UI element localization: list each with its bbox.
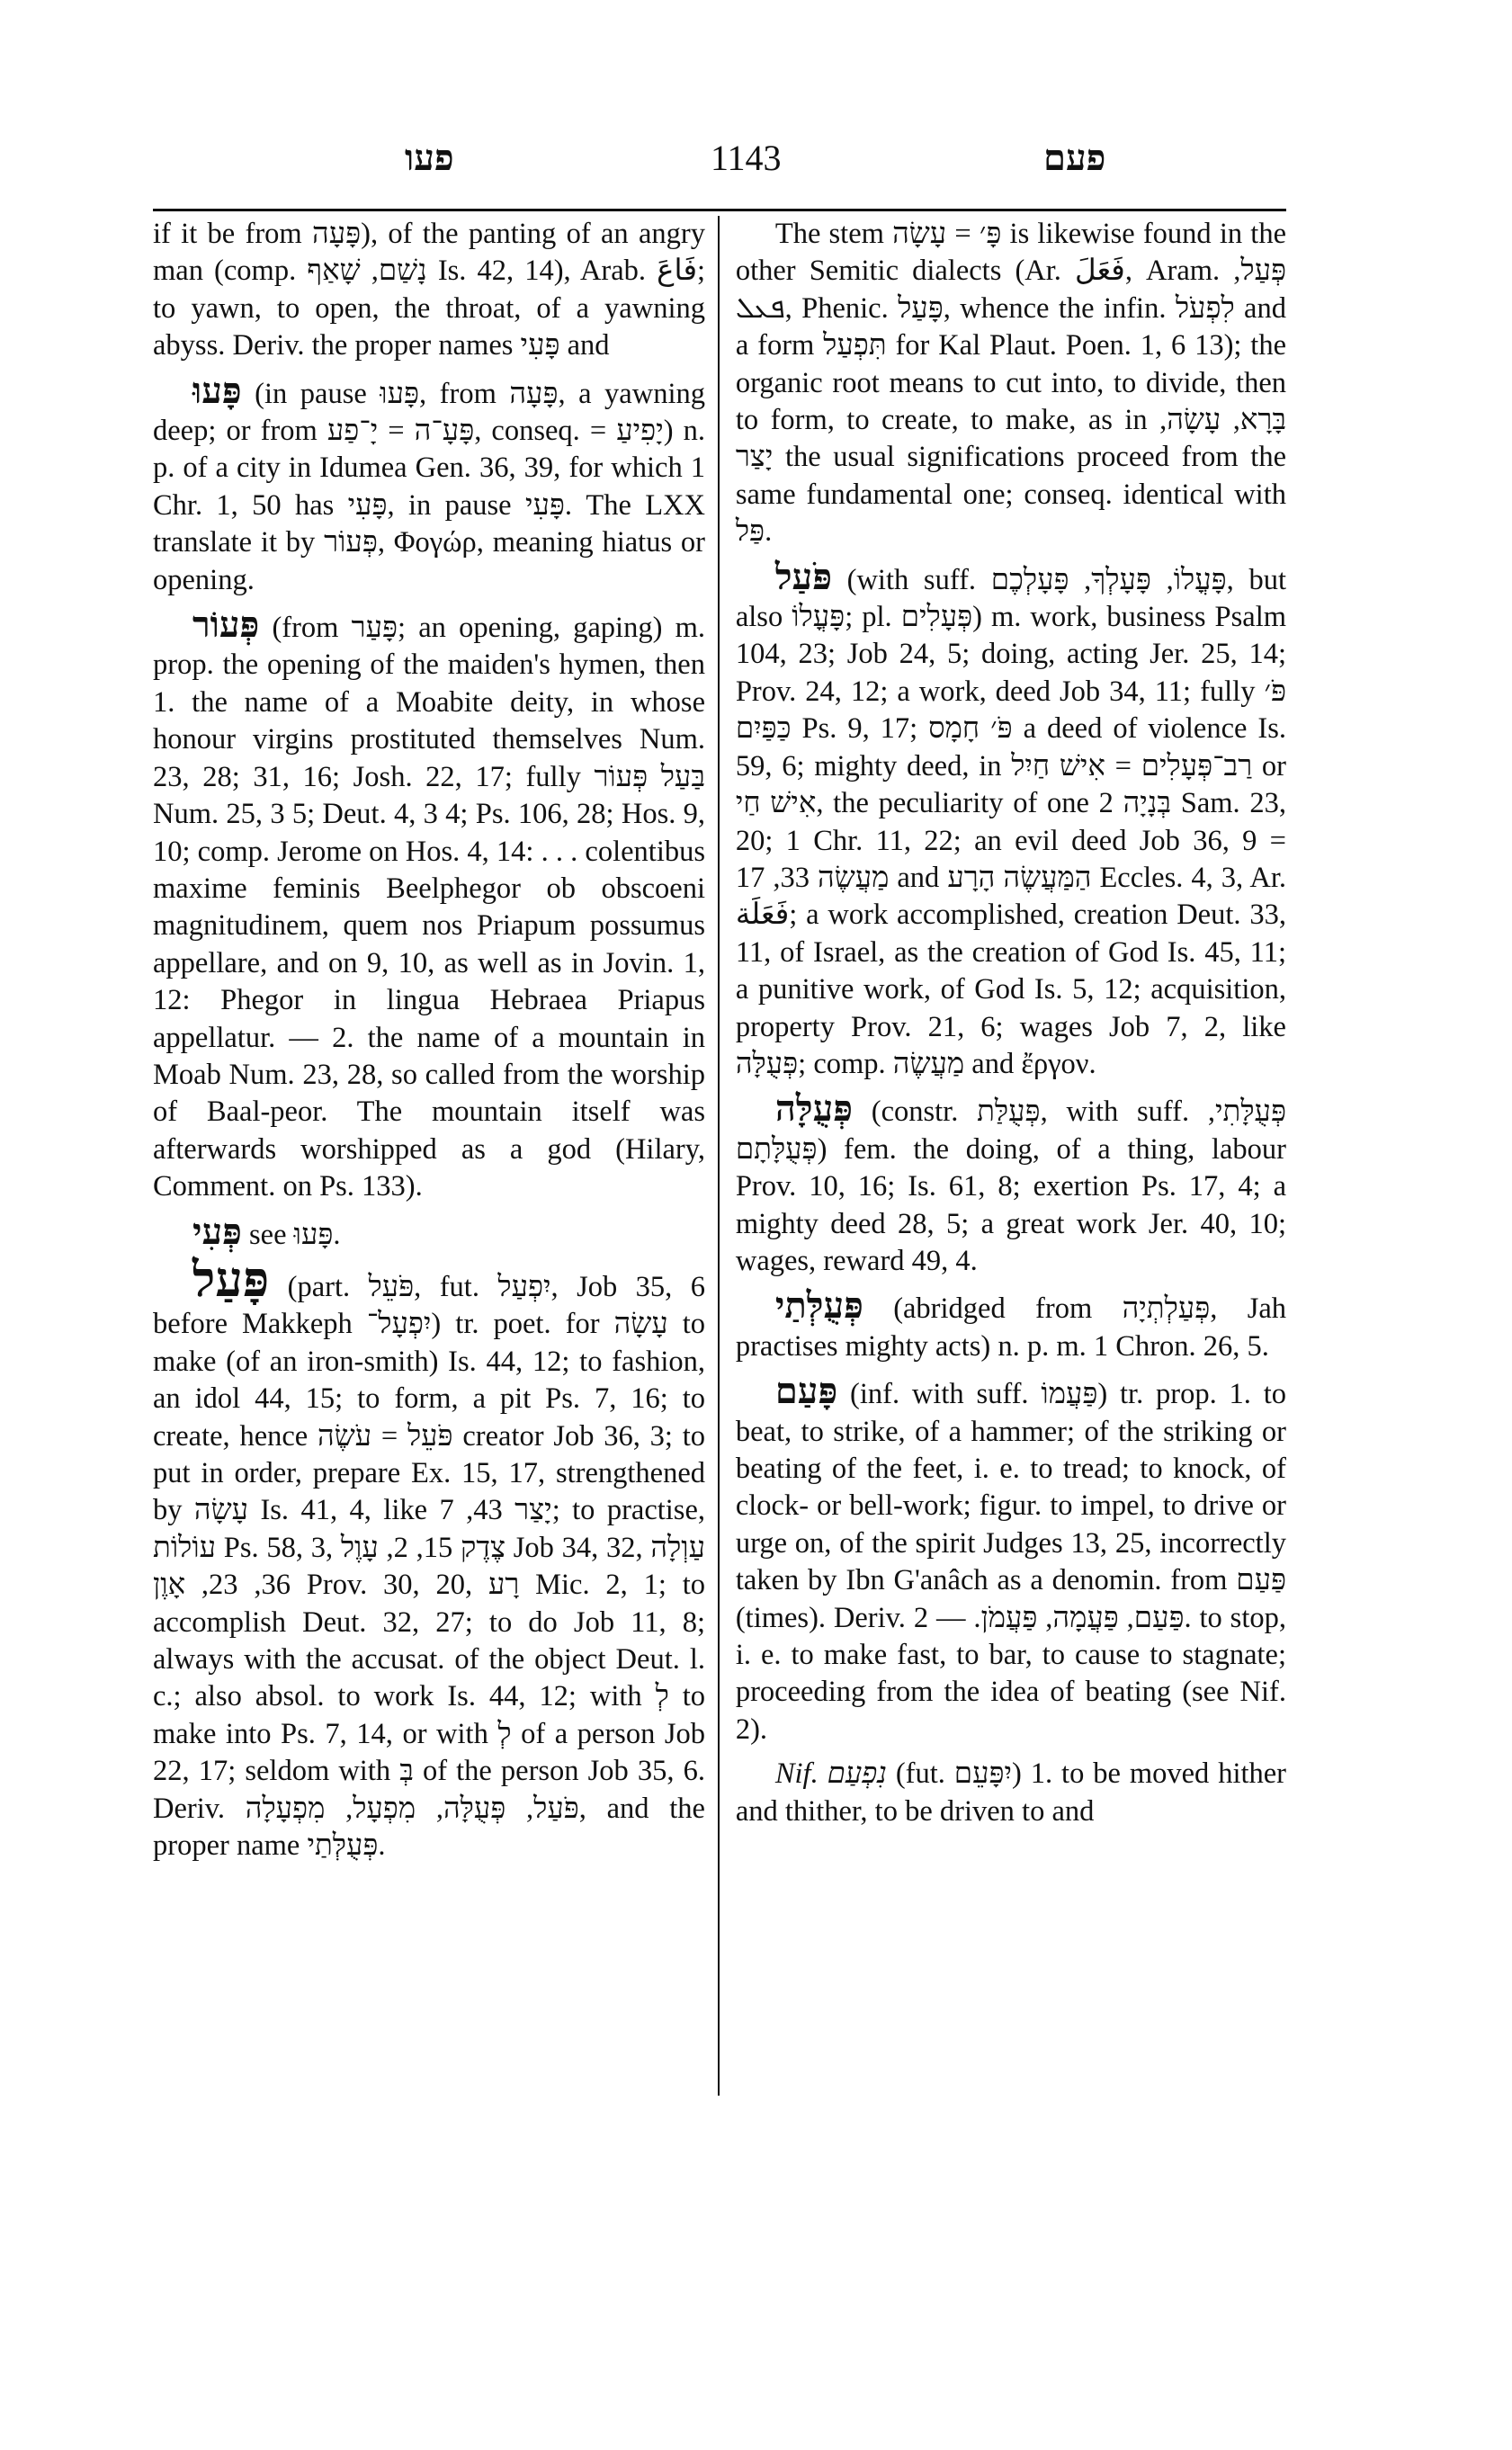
entry-pei [153,1210,705,1254]
entry-text: (abridged from פְּעַלְתְיָה, Jah practises mighty acts) n. p. m. 1 Chron. 26, 5. [735,1292,1287,1363]
entry-peullah [735,1087,1286,1280]
stem-label: Nif. נִפְעַם [774,1757,887,1791]
left-column [153,216,718,2096]
entry-text: The stem פָּ׳ = עָשָׂה is likewise found in the other Semitic dialects (Ar. فَعَلَ, Aram. פְּעַל, ܦܥܠ, Phenic. פָּעַל, whence the infin. לִפְעֹל and a form תִּפְעַל for Kal Plaut. Poen. 1, 6 13); the organic root means to cut into, to divide, then to form, to create, to make, as in בָּרָא, עָשָׂה, יָצַר the usual significations proceed from the same fundamental one; conseq. identical with פַּל. [735,218,1287,549]
headword: פָּעוּ [192,369,242,412]
headword: פְּעֻלָּה [774,1087,853,1131]
headword: פָּעַם [774,1370,838,1413]
left-catchword: פעו [405,137,454,179]
entry-text: if it be from פָּעָה), of the panting of an angry man (comp. נָשַׁם, שָׁאַף Is. 42, 14), Arab. فَاعَ; to yawn, to open, the throat, of a yawning abyss. Deriv. the proper names פָּעִי and [153,218,706,362]
headword: פָּעַל [192,1249,270,1308]
entry-pau [153,369,705,599]
entry-stem-note [736,216,1286,551]
entry-peor [153,606,705,1206]
right-catchword: פעם [1043,137,1106,179]
entry-niphal [736,1756,1286,1830]
entry-text: (in pause פָּעוּ, from פָּעָה, a yawning deep; or from פָּעָ־ה = יָ־פַע, conseq. = יָפִיעַ) n. p. of a city in Idumea Gen. 36, 39, for which 1 Chr. 1, 50 has פָּעִי, in pause פָּעִי. The LXX translate it by פְּעוֹר, Φογώρ, meaning hiatus or opening. [153,377,705,596]
two-column-body [153,216,1286,2096]
entry-paam [735,1370,1286,1748]
entry-text: (inf. with suff. פַּעֲמוֹ) tr. prop. 1. to beat, to strike, of a hammer; of the striking or beating of the feet, i. e. to tread; to knock, of clock- or bell-work; figur. to impel, to drive or urge on, of the spirit Judges 13, 25, incorrectly taken by Ibn G'anâch as a denomin. from פַּעַם (times). Deriv. פַּעַם, פַּעֲמָה, פַּעֲמֹן. — 2. to stop, i. e. to make fast, to bar, to cause to stagnate; proceeding from the idea of beating (see Nif. 2). [735,1378,1286,1746]
entry-text: see פָּעוּ. [249,1218,341,1251]
entry-text: (with suff. פָּעֳלוֹ, פָּעָלְךָ, פָּעָלְכֶם, but also פָּעֳלוֹ; pl. פְּעָלִים) m. work, business Psalm 104, 23; Job 24, 5; doing, acting Jer. 25, 14; Prov. 24, 12; a work, deed Job 34, 11; fully פֹּ׳ כַּפַּיִם Ps. 9, 17; פֹּ׳ חָמָס a deed of violence Is. 59, 6; mighty deed, in רַב־פְּעָלִים = אִישׁ חַיִל or אִישׁ חַי, the peculiarity of one בְּנָיָה 2 Sam. 23, 20; 1 Chr. 11, 22; an evil deed Job 36, 9 = מַעֲשֶׂה 33, 17 and הַמַּעֲשֶׂה הָרָע Eccles. 4, 3, Ar. فَعَلَة; a work accomplished, creation Deut. 33, 11, of Israel, as the creation of God Is. 45, 11; a punitive work, of God Is. 5, 12; acquisition, property Prov. 21, 6; wages Job 7, 2, like פְּעֻלָּה; comp. מַעֲשֶׂה and ἔργον. [735,563,1286,1080]
headword: פְּעִי [192,1210,242,1253]
entry-text: (from פָּעַר; an opening, gaping) m. prop. the opening of the maiden's hymen, then 1. the name of a Moabite deity, in whose honour virgins prostituted themselves Num. 23, 28; 31, 16; Josh. 22, 17; fully בַּעַל פְּעוֹר Num. 25, 3 5; Deut. 4, 3 4; Ps. 106, 28; Hos. 9, 10; comp. Jerome on Hos. 4, 14: . . . colentibus maxime feminis Beelphegor ob obscoeni magnitudinem, quem nos Priapum possumus appellare, and on 9, 10, as well as in Jovin. 1, 12: Phegor in lingua Hebraea Priapus appellatur. — 2. the name of a mountain in Moab Num. 23, 28, so called from the worship of Baal-peor. The mountain itself was afterwards worshipped as a god (Hilary, Comment. on Ps. 133). [153,612,706,1203]
dictionary-page [153,126,1287,1863]
entry-peullethai [735,1284,1287,1365]
entry-text: (part. פֹּעֵל, fut. יִפְעַל, Job 35, 6 before Makkeph יִפְעָל־) tr. poet. for עָשָׂה to make (of an iron-smith) Is. 44, 12; to fashion, an idol 44, 15; to form, a pit Ps. 7, 16; to create, hence פֹּעֵל = עֹשֶׂה creator Job 36, 3; to put in order, prepare Ex. 15, 17, strengthened by עָשָׂה Is. 41, 4, like יָצַר 43, 7; to practise, עוֹלוֹת Ps. 58, 3, צֶדֶק 15, 2, עָוֶל Job 34, 32, עַוְלָה 36, 23, אָוֶן Prov. 30, 20, רָע Mic. 2, 1; to accomplish Deut. 32, 27; to do Job 11, 8; always with the accusat. of the object Deut. l. c.; also absol. to work Is. 44, 12; with לְ to make into Ps. 7, 14, or with לְ of a person Job 22, 17; seldom with בְּ of the person Job 35, 6. Deriv. פֹּעַל, פְּעֻלָּה, מִפְעָל, מִפְעָלָה, and the proper name פְּעֻלְּתַי. [153,1270,706,1863]
entry-paal [153,1249,706,1865]
headword: פְּעוֹר [192,604,260,647]
entry-text: (fut. יִפָּעֵם) 1. to be moved hither and thither, to be driven to and [735,1757,1286,1828]
right-column [720,216,1286,2096]
header-rule [153,209,1286,211]
headword: פְּעֻלְּתַי [774,1284,863,1328]
entry-poal [735,555,1286,1084]
page-number: 1143 [711,138,782,178]
running-head [153,126,1286,191]
entry-text: (constr. פְּעֻלַּת, with suff. פְּעֻלָּתִי, פְּעֻלָּתָם) fem. the doing, of a thing, labour Prov. 10, 16; Is. 61, 8; exertion Ps. 17, 4; a mighty deed 28, 5; a great work Jer. 40, 10; wages, reward 49, 4. [735,1095,1286,1277]
entry-continuation [153,216,705,365]
headword: פֹּעַל [774,555,832,598]
